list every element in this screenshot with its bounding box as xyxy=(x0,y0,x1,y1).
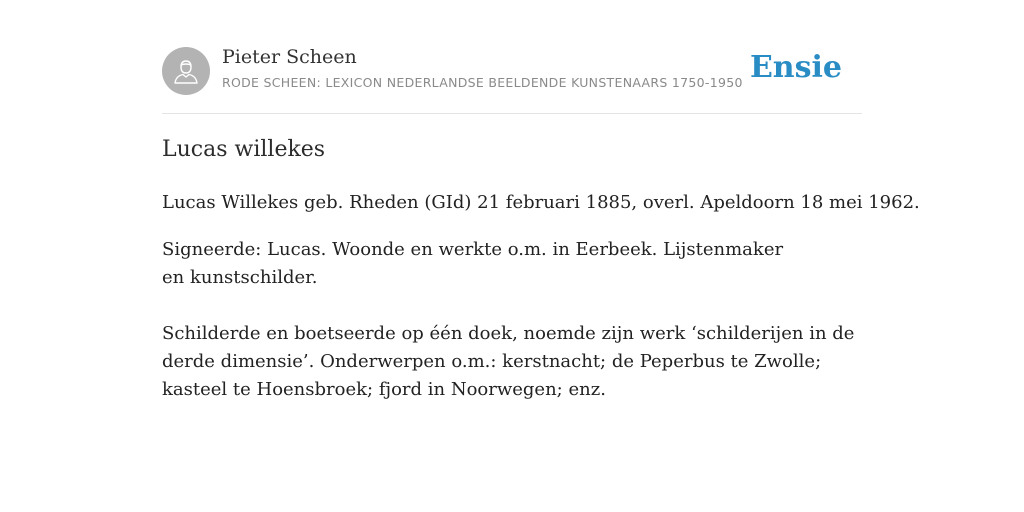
entry-paragraph-2: Signeerde: Lucas. Woonde en werkte o.m. in Eerbeek. Lijstenmaker en kunstschilder. xyxy=(162,239,784,288)
author-name[interactable]: Pieter Scheen xyxy=(222,46,357,68)
source-label[interactable]: RODE SCHEEN: LEXICON NEDERLANDSE BEELDENDE KUNSTENAARS 1750-1950 xyxy=(222,75,743,90)
brand-logo[interactable]: Ensie xyxy=(749,50,842,85)
entry-paragraph-1: Lucas Willekes geb. Rheden (GId) 21 februari 1885, overl. Apeldoorn 18 mei 1962. xyxy=(162,192,920,213)
author-header xyxy=(162,46,862,96)
divider xyxy=(162,113,862,114)
entry-paragraph-3: Schilderde en boetseerde op één doek, noemde zijn werk ‘schilderijen in de derde dimensie’. Onderwerpen o.m.: kerstnacht; de Peperbus te Zwolle; kasteel te Hoensbroek; fjord in Noorwegen; enz. xyxy=(162,323,855,400)
entry-title: Lucas willekes xyxy=(162,137,326,162)
avatar[interactable] xyxy=(162,47,210,95)
user-silhouette-icon xyxy=(171,56,201,86)
